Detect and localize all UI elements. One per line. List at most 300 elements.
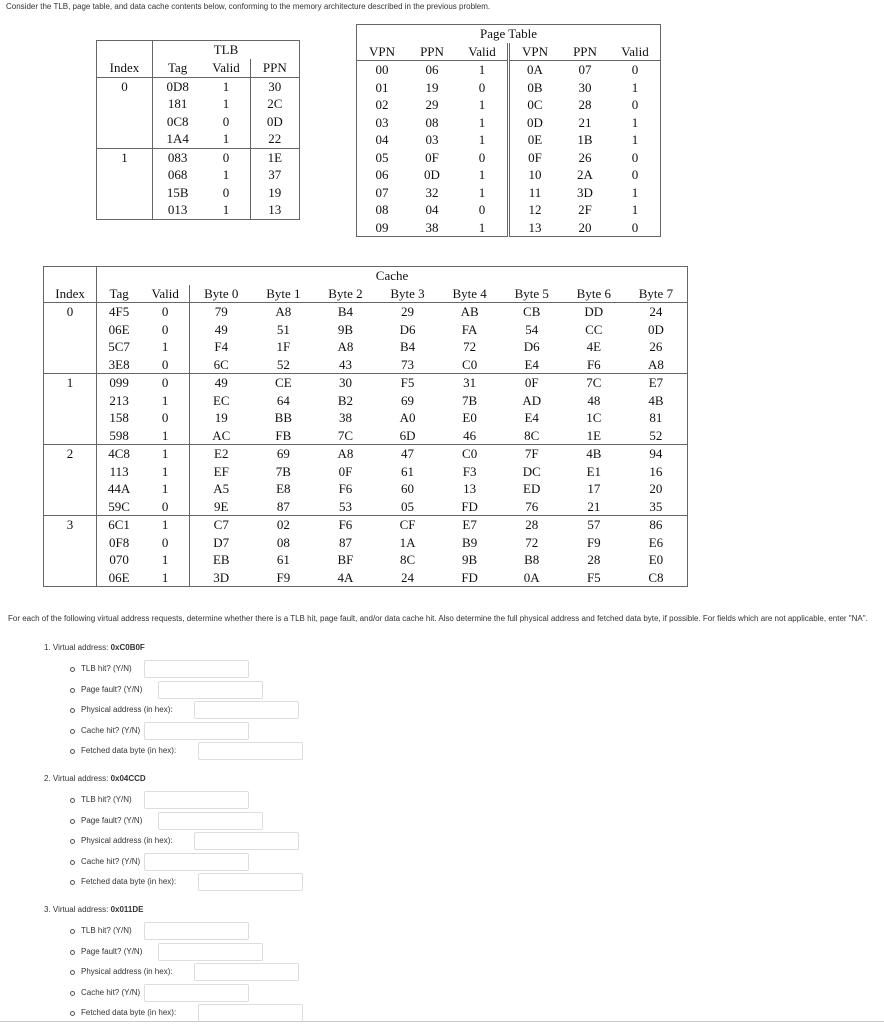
cache-byte-cell: 3D	[213, 569, 230, 585]
cache-byte-cell: 28	[587, 552, 601, 567]
page-table-cell: 08	[375, 202, 389, 217]
answer-field-label: TLB hit? (Y/N)	[81, 664, 132, 673]
cache-index-cell	[44, 427, 97, 445]
cache-valid-cell: 0	[141, 356, 190, 374]
bullet-icon	[70, 798, 75, 803]
cache-byte-cell: AB	[460, 304, 479, 319]
cache-byte-cell: 1E	[586, 427, 602, 443]
cache-line-row	[44, 551, 688, 569]
cache-byte-cell: 61	[276, 552, 290, 567]
cache-byte-cell: 43	[338, 356, 352, 372]
cache-byte-cell: CF	[376, 516, 438, 534]
virtual-address: 0x011DE	[110, 905, 144, 914]
page-table-cell: 0	[631, 62, 639, 77]
cache-byte-cell: E7	[439, 516, 501, 534]
answer-field-label: Cache hit? (Y/N)	[81, 856, 141, 866]
cache-byte-cell: D7	[213, 534, 230, 550]
cache-byte-cell: A8	[314, 445, 376, 463]
tlb-ppn-cell: 1E	[250, 148, 299, 166]
tlb-valid-cell: 1	[202, 77, 250, 95]
cache-byte-cell: B9	[462, 534, 478, 550]
cache-byte-cell: 29	[401, 304, 415, 319]
page-table-cell: 0	[631, 97, 639, 112]
page-table-cell: 0	[457, 201, 509, 219]
cache-byte-cell: DD	[584, 304, 604, 319]
tlb-valid-cell: 1	[202, 95, 250, 113]
cache-byte-cell: 69	[401, 392, 415, 408]
cache-byte-cell: BB	[274, 410, 293, 425]
cache-byte-cell: 1C	[586, 410, 602, 425]
tlb-column-header: PPN	[250, 59, 299, 77]
page-table-row	[357, 184, 661, 202]
cache-byte-cell: 79	[214, 304, 228, 319]
tlb-tag-cell: 0D8	[166, 78, 189, 94]
cache-byte-cell: 48	[587, 392, 601, 408]
cache-byte-cell: FD	[461, 498, 478, 514]
tlb-tag-cell: 068	[167, 167, 188, 182]
answer-input[interactable]	[158, 681, 263, 699]
cache-byte-cell: 1F	[276, 339, 291, 354]
answer-input[interactable]	[194, 701, 299, 719]
page-table-cell: 0	[457, 79, 509, 97]
page-table-cell: 2F	[578, 202, 592, 217]
tlb-entry-row	[97, 113, 300, 131]
bullet-icon	[70, 929, 75, 934]
tlb-entry-row	[97, 201, 300, 219]
answer-input[interactable]	[194, 832, 299, 850]
cache-column-header: Valid	[141, 285, 190, 303]
cache-index-cell	[44, 534, 97, 552]
answer-input[interactable]	[144, 984, 249, 1002]
page-table-cell: 1	[631, 79, 639, 95]
cache-line-row	[44, 480, 688, 498]
answer-field-label: Cache hit? (Y/N)	[81, 725, 141, 735]
page-table-row	[357, 79, 661, 97]
cache-byte-cell: 73	[401, 356, 415, 372]
tlb-title-spacer	[97, 41, 153, 60]
bullet-icon	[70, 1011, 75, 1016]
tlb-ppn-cell: 30	[268, 78, 282, 94]
page-table-cell: 1	[457, 61, 509, 79]
cache-byte-cell: 94	[625, 445, 688, 463]
page-table-row	[357, 166, 661, 184]
page-table-cell: 07	[375, 184, 389, 200]
tlb-ppn-cell: 13	[268, 202, 282, 217]
page-table-cell: 1	[631, 114, 639, 130]
cache-column-header: Byte 4	[439, 285, 501, 303]
cache-tag-cell: 158	[109, 410, 129, 425]
page-table-cell: 09	[375, 219, 389, 235]
page-table-cell: 38	[425, 219, 439, 235]
cache-byte-cell: 54	[525, 321, 539, 337]
page-table-cell: 0	[631, 167, 639, 182]
question-label: Virtual address:	[52, 774, 109, 783]
cache-tag-cell: 099	[97, 374, 142, 392]
cache-index-cell	[44, 321, 97, 339]
cache-byte-cell: C0	[439, 445, 501, 463]
cache-index-cell: 0	[44, 303, 97, 321]
cache-index-cell	[44, 392, 97, 410]
cache-byte-cell: F9	[586, 534, 601, 550]
cache-line-row	[44, 534, 688, 552]
cache-byte-cell: 35	[649, 498, 663, 514]
page-table-cell: 12	[528, 202, 542, 217]
cache-tag-cell: 5C7	[108, 339, 130, 354]
cache-byte-cell: F9	[276, 569, 291, 585]
cache-byte-cell: 9B	[462, 552, 478, 567]
page-table-cell: 13	[528, 219, 542, 235]
cache-title-row	[44, 267, 688, 285]
question-number: 3.	[44, 905, 51, 914]
page-table-cell: 2A	[577, 167, 593, 182]
cache-valid-cell: 1	[141, 480, 190, 498]
question-label: Virtual address:	[52, 905, 109, 914]
cache-index-cell	[44, 569, 97, 587]
answer-field-label: Fetched data byte (in hex):	[81, 877, 177, 887]
tlb-entry-row	[97, 184, 300, 202]
tlb-index-cell	[97, 166, 153, 184]
page-table-cell: 1	[631, 132, 639, 147]
question-label: Virtual address:	[52, 643, 109, 652]
page-table-cell: 00	[375, 62, 389, 77]
cache-byte-cell: CC	[585, 321, 603, 337]
cache-byte-cell: 49	[190, 374, 253, 392]
answer-input[interactable]	[144, 722, 249, 740]
answer-input[interactable]	[144, 853, 249, 871]
cache-byte-cell: 7F	[501, 445, 563, 463]
virtual-address: 0x04CCD	[110, 774, 146, 783]
cache-byte-cell: F6	[338, 481, 353, 496]
cache-title: Cache	[375, 268, 409, 283]
cache-byte-cell: 51	[276, 321, 290, 337]
tlb-entry-row	[97, 130, 300, 148]
cache-byte-cell: 08	[276, 534, 290, 550]
page-table-cell: 0E	[527, 132, 543, 147]
tlb-ppn-cell: 37	[268, 167, 282, 182]
cache-tag-cell: 113	[109, 463, 129, 479]
tlb-tag-cell: 181	[167, 96, 188, 111]
cache-byte-cell: 57	[563, 516, 625, 534]
cache-byte-cell: 9E	[214, 498, 229, 514]
cache-column-header: Byte 5	[501, 285, 563, 303]
cache-byte-cell: 7C	[563, 374, 625, 392]
cache-byte-cell: C8	[648, 569, 664, 585]
tlb-index-cell	[97, 95, 153, 113]
tlb-index-cell	[97, 130, 153, 148]
cache-byte-cell: 30	[314, 374, 376, 392]
page-table-cell: 0C	[527, 97, 543, 112]
page-table-cell: 0D	[424, 167, 440, 182]
cache-valid-cell: 1	[141, 463, 190, 481]
cache-byte-cell: 26	[649, 339, 663, 354]
cache-byte-cell: C0	[462, 356, 478, 372]
answer-input[interactable]	[144, 922, 249, 940]
cache-byte-cell: B8	[524, 552, 540, 567]
question-number: 2.	[44, 774, 51, 783]
cache-byte-cell: DC	[522, 463, 541, 479]
cache-byte-cell: 28	[501, 516, 563, 534]
page-table-cell: 08	[425, 114, 439, 130]
page-table-cell: 32	[425, 184, 439, 200]
cache-tag-cell: 0F8	[108, 534, 130, 550]
cache-line-row	[44, 516, 688, 534]
tlb-valid-cell: 0	[202, 113, 250, 131]
page-table	[356, 24, 661, 237]
page-table-cell: 30	[578, 79, 592, 95]
cache-byte-cell: EB	[212, 552, 230, 567]
page-table-row	[357, 114, 661, 132]
cache-byte-cell: BF	[337, 552, 354, 567]
answer-field-label: Fetched data byte (in hex):	[81, 1008, 177, 1018]
cache-valid-cell: 1	[141, 427, 190, 445]
page-table-cell: 29	[425, 97, 439, 112]
cache-tag-cell: 598	[109, 427, 129, 443]
cache-column-header: Byte 2	[314, 285, 376, 303]
answer-input[interactable]	[198, 742, 303, 760]
question-title	[44, 643, 145, 652]
cache-byte-cell: 86	[625, 516, 688, 534]
cache-byte-cell: 87	[338, 534, 352, 550]
cache-line-row	[44, 445, 688, 463]
cache-tag-cell: 3E8	[108, 356, 130, 372]
cache-byte-cell: FB	[275, 427, 292, 443]
page-table-cell: 1	[457, 166, 509, 184]
cache-tag-cell: 44A	[107, 481, 131, 496]
cache-byte-cell: 0D	[647, 321, 664, 337]
cache-byte-cell: 4B	[648, 392, 664, 408]
cache-index-cell	[44, 480, 97, 498]
cache-byte-cell: 9B	[337, 321, 354, 337]
cache-tag-cell: 06E	[108, 569, 130, 585]
page-bottom-divider	[0, 1021, 884, 1022]
page-table-column-header: PPN	[407, 43, 457, 61]
answer-input[interactable]	[198, 873, 303, 891]
bullet-icon	[70, 970, 75, 975]
answer-input[interactable]	[144, 791, 249, 809]
cache-byte-cell: 53	[338, 498, 352, 514]
cache-byte-cell: CE	[252, 374, 314, 392]
cache-byte-cell: FD	[461, 569, 478, 585]
cache-byte-cell: 52	[649, 427, 663, 443]
page-table-cell: 06	[375, 167, 389, 182]
tlb-index-cell: 0	[97, 77, 153, 95]
cache-byte-cell: F6	[586, 356, 601, 372]
cache-byte-cell: 0F	[501, 374, 563, 392]
bullet-icon	[70, 729, 75, 734]
cache-tag-cell: 070	[109, 552, 129, 567]
cache-column-header: Index	[44, 285, 97, 303]
cache-byte-cell: 24	[649, 304, 663, 319]
cache-byte-cell: F3	[462, 463, 477, 479]
cache-byte-cell: 52	[276, 356, 290, 372]
cache-byte-cell: A8	[275, 304, 292, 319]
cache-byte-cell: 47	[376, 445, 438, 463]
page-table-row	[357, 149, 661, 167]
cache-byte-cell: F6	[314, 516, 376, 534]
tlb-index-cell	[97, 201, 153, 219]
cache-column-header: Byte 0	[190, 285, 253, 303]
cache-byte-cell: E0	[462, 410, 477, 425]
answer-field-label: Fetched data byte (in hex):	[81, 746, 177, 756]
cache-valid-cell: 1	[141, 516, 190, 534]
page-table-column-header: Valid	[457, 43, 509, 61]
cache-line-row	[44, 409, 688, 427]
page-table-cell: 0F	[425, 149, 439, 165]
page-table-cell: 1	[457, 219, 509, 237]
cache-valid-cell: 0	[141, 374, 190, 392]
answer-input[interactable]	[144, 660, 249, 678]
cache-index-cell: 1	[44, 374, 97, 392]
tlb-index-cell	[97, 184, 153, 202]
cache-byte-cell: A8	[647, 356, 664, 372]
cache-byte-cell: E8	[276, 481, 291, 496]
cache-title-spacer	[44, 267, 97, 285]
tlb-tag-cell: 083	[152, 148, 202, 166]
page-table-cell: 07	[578, 62, 592, 77]
page-table-cell: 03	[425, 132, 439, 147]
cache-byte-cell: 38	[338, 410, 352, 425]
bullet-icon	[70, 688, 75, 693]
cache-byte-cell: E6	[648, 534, 664, 550]
page-table-row	[357, 201, 661, 219]
cache-byte-cell: B2	[337, 392, 354, 408]
cache-byte-cell: 46	[463, 427, 477, 443]
cache-column-header: Tag	[97, 285, 142, 303]
page-table-cell: 1	[631, 184, 639, 200]
tlb-index-cell: 1	[97, 148, 153, 166]
page-table-cell: 05	[375, 149, 389, 165]
answer-field-label: Physical address (in hex):	[81, 705, 173, 715]
cache-column-header: Byte 3	[376, 285, 438, 303]
cache-tag-cell: 06E	[108, 321, 130, 337]
cache-byte-cell: F5	[376, 374, 438, 392]
cache-byte-cell: 4E	[586, 339, 602, 354]
cache-byte-cell: 7B	[462, 392, 478, 408]
page-table-cell: 19	[425, 79, 439, 95]
cache-byte-cell: D6	[523, 339, 540, 354]
bullet-icon	[70, 839, 75, 844]
tlb-title-row	[97, 41, 300, 60]
bullet-icon	[70, 667, 75, 672]
cache-byte-cell: 87	[276, 498, 290, 514]
cache-byte-cell: E4	[524, 356, 539, 372]
cache-byte-cell: 24	[401, 569, 415, 585]
cache-byte-cell: 31	[439, 374, 501, 392]
cache-line-row	[44, 356, 688, 374]
cache-byte-cell: F5	[586, 569, 601, 585]
page-table-cell: 21	[578, 114, 592, 130]
answer-field-label: Page fault? (Y/N)	[81, 684, 143, 694]
cache-byte-cell: F4	[214, 339, 229, 354]
bullet-icon	[70, 819, 75, 824]
cache-byte-cell: 7B	[275, 463, 291, 479]
cache-index-cell	[44, 409, 97, 427]
answer-input[interactable]	[158, 812, 263, 830]
question-number: 1.	[44, 643, 51, 652]
page-table-cell: 0	[457, 149, 509, 167]
cache-byte-cell: AC	[212, 427, 231, 443]
tlb-tag-cell: 15B	[166, 184, 189, 200]
cache-valid-cell: 0	[141, 409, 190, 427]
page-table-cell: 11	[528, 184, 542, 200]
cache-tag-cell: 6C1	[97, 516, 142, 534]
page-table-cell: 20	[578, 219, 592, 235]
cache-index-cell: 3	[44, 516, 97, 534]
cache-byte-cell: 8C	[524, 427, 540, 443]
answer-field-label: TLB hit? (Y/N)	[81, 795, 132, 804]
page-table-column-header: Valid	[610, 43, 661, 61]
cache-valid-cell: 1	[141, 569, 190, 587]
page-table-cell: 1	[631, 202, 639, 217]
instructions-text: For each of the following virtual address requests, determine whether there is a TLB hit, page fault, and/or data cache hit. Also determine the full physical address and fetched data byte, if possible. For fields which are not applicable, enter "NA".	[8, 614, 868, 623]
answer-input[interactable]	[194, 963, 299, 981]
answer-field-label: Physical address (in hex):	[81, 967, 173, 977]
page-table-cell: 1B	[577, 132, 593, 147]
page-table-column-header: VPN	[509, 43, 561, 61]
cache-byte-cell: 81	[649, 410, 663, 425]
cache-index-cell: 2	[44, 445, 97, 463]
cache-byte-cell: E7	[625, 374, 688, 392]
cache-byte-cell: 16	[649, 463, 663, 479]
cache-valid-cell: 0	[141, 321, 190, 339]
cache-line-row	[44, 374, 688, 392]
cache-byte-cell: 7C	[337, 427, 354, 443]
bullet-icon	[70, 749, 75, 754]
tlb-table	[96, 40, 300, 220]
page-table-cell: 02	[375, 97, 389, 112]
cache-byte-cell: E1	[586, 463, 602, 479]
tlb-header-row	[97, 59, 300, 77]
cache-byte-cell: EC	[212, 392, 230, 408]
cache-byte-cell: ED	[523, 481, 541, 496]
tlb-column-header: Tag	[152, 59, 202, 77]
page-table-cell: 0D	[527, 114, 543, 130]
tlb-entry-row	[97, 166, 300, 184]
tlb-index-cell	[97, 113, 153, 131]
tlb-ppn-cell: 19	[268, 184, 282, 200]
cache-valid-cell: 1	[141, 392, 190, 410]
page-table-column-header: PPN	[560, 43, 610, 61]
page-table-column-header: VPN	[357, 43, 408, 61]
tlb-valid-cell: 1	[202, 201, 250, 219]
answer-input[interactable]	[198, 1004, 303, 1022]
cache-index-cell	[44, 463, 97, 481]
cache-byte-cell: 4B	[563, 445, 625, 463]
cache-byte-cell: 21	[587, 498, 601, 514]
page-table-cell: 28	[578, 97, 592, 112]
cache-valid-cell: 0	[141, 498, 190, 516]
answer-input[interactable]	[158, 943, 263, 961]
bullet-icon	[70, 860, 75, 865]
cache-byte-cell: C7	[190, 516, 253, 534]
cache-byte-cell: 17	[587, 481, 601, 496]
cache-byte-cell: E2	[190, 445, 253, 463]
cache-column-header: Byte 7	[625, 285, 688, 303]
answer-field-label: Physical address (in hex):	[81, 836, 173, 846]
cache-byte-cell: 4A	[337, 569, 354, 585]
cache-valid-cell: 1	[141, 551, 190, 569]
tlb-ppn-cell: 0D	[266, 113, 283, 129]
tlb-entry-row	[97, 77, 300, 95]
cache-byte-cell: 02	[252, 516, 314, 534]
cache-index-cell	[44, 551, 97, 569]
cache-byte-cell: A5	[213, 481, 230, 496]
cache-byte-cell: 8C	[399, 552, 416, 567]
cache-byte-cell: AD	[522, 392, 542, 408]
cache-line-row	[44, 463, 688, 481]
page-table-row	[357, 96, 661, 114]
cache-line-row	[44, 498, 688, 516]
